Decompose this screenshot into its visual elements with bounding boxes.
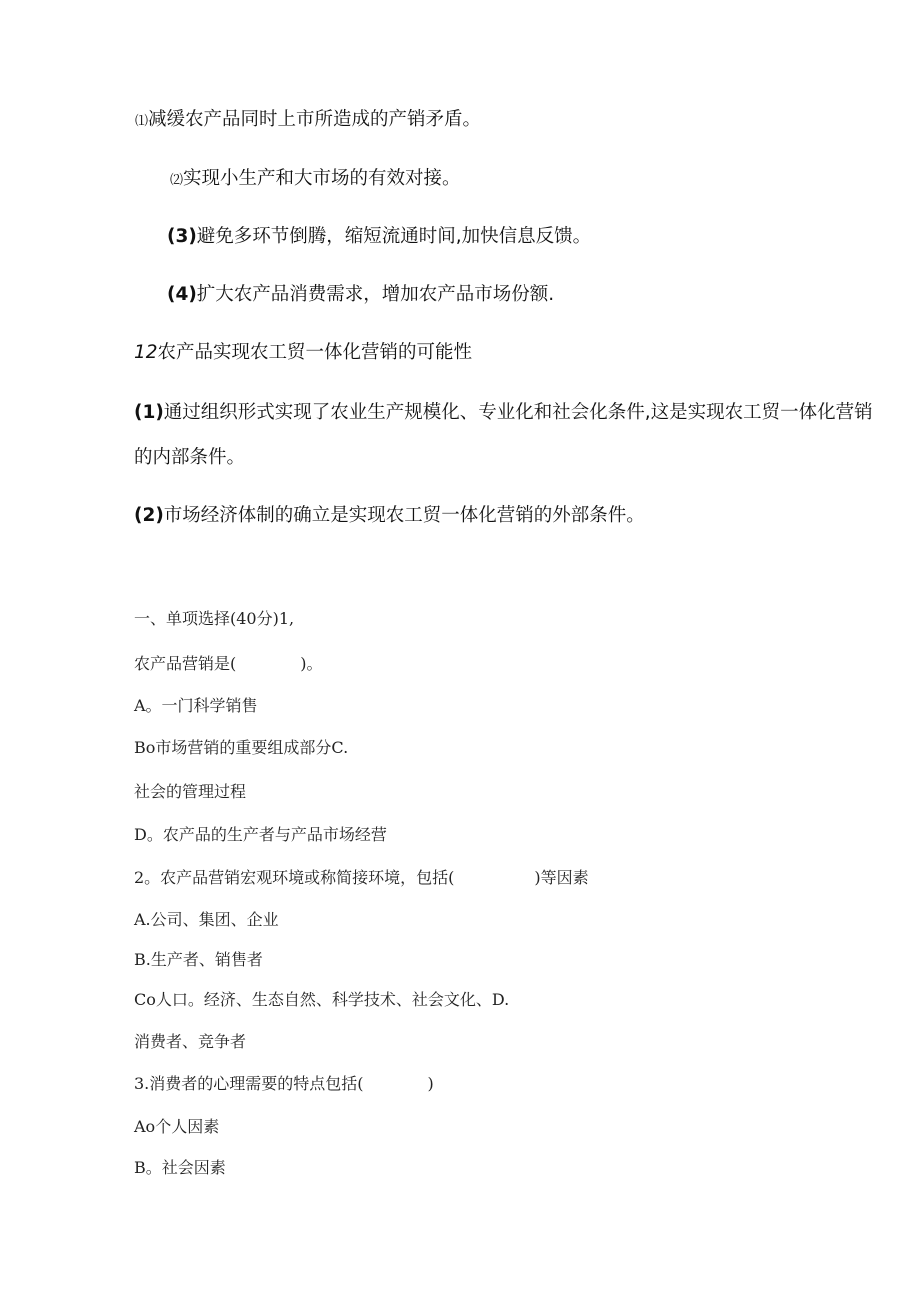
benefit-item-1-number: ⑴ — [135, 114, 149, 129]
benefit-item-3-text: 避免多环节倒腾，缩短流通时间,加快信息反馈。 — [196, 226, 592, 247]
section-paragraph-1-line-1 — [134, 404, 873, 423]
question-2-option-b: B.生产者、销售者 — [134, 950, 263, 969]
question-1-stem: 农产品营销是( )。 — [134, 654, 323, 673]
section-paragraph-2 — [134, 507, 645, 526]
question-1-option-a: A。一门科学销售 — [134, 696, 258, 715]
section-heading — [134, 344, 472, 363]
question-2-option-c: Co人口。经济、生态自然、科学技术、社会文化、D. — [134, 990, 510, 1009]
quiz-header: 一、单项选择(40分)1, — [134, 609, 295, 628]
benefit-item-3-number: (3) — [167, 226, 197, 247]
benefit-item-4 — [167, 286, 554, 305]
question-3-option-b: B。社会因素 — [134, 1158, 226, 1177]
benefit-item-2 — [170, 170, 461, 189]
benefit-item-4-number: (4) — [167, 284, 197, 305]
section-paragraph-2-number: (2) — [134, 505, 164, 526]
question-1-option-b: Bo市场营销的重要组成部分C. — [134, 738, 349, 757]
section-number: 12 — [134, 342, 158, 363]
section-paragraph-2-text: 市场经济体制的确立是实现农工贸一体化营销的外部条件。 — [163, 505, 645, 526]
question-2-option-a: A.公司、集团、企业 — [134, 910, 279, 929]
benefit-item-1 — [135, 111, 481, 130]
benefit-item-2-text: 实现小生产和大市场的有效对接。 — [183, 168, 461, 189]
benefit-item-3 — [167, 228, 591, 247]
benefit-item-1-text: 减缓农产品同时上市所造成的产销矛盾。 — [148, 109, 482, 130]
question-2-option-d: 消费者、竞争者 — [134, 1032, 247, 1051]
question-1-option-c: 社会的管理过程 — [134, 782, 247, 801]
question-3-stem: 3.消费者的心理需要的特点包括( ) — [134, 1074, 434, 1093]
question-2-stem: 2。农产品营销宏观环境或称简接环境，包括( )等因素 — [134, 868, 589, 887]
benefit-item-4-text: 扩大农产品消费需求，增加农产品市场份额. — [196, 284, 555, 305]
question-1-option-d: D。农产品的生产者与产品市场经营 — [134, 825, 387, 844]
benefit-item-2-number: ⑵ — [170, 173, 184, 188]
question-3-option-a: Ao个人因素 — [134, 1117, 220, 1136]
section-paragraph-1-line-2: 的内部条件。 — [134, 447, 246, 468]
section-paragraph-1-number: (1) — [134, 402, 164, 423]
section-title: 农产品实现农工贸一体化营销的可能性 — [157, 342, 473, 363]
section-paragraph-1-text: 通过组织形式实现了农业生产规模化、专业化和社会化条件,这是实现农工贸一体化营销 — [163, 402, 873, 423]
